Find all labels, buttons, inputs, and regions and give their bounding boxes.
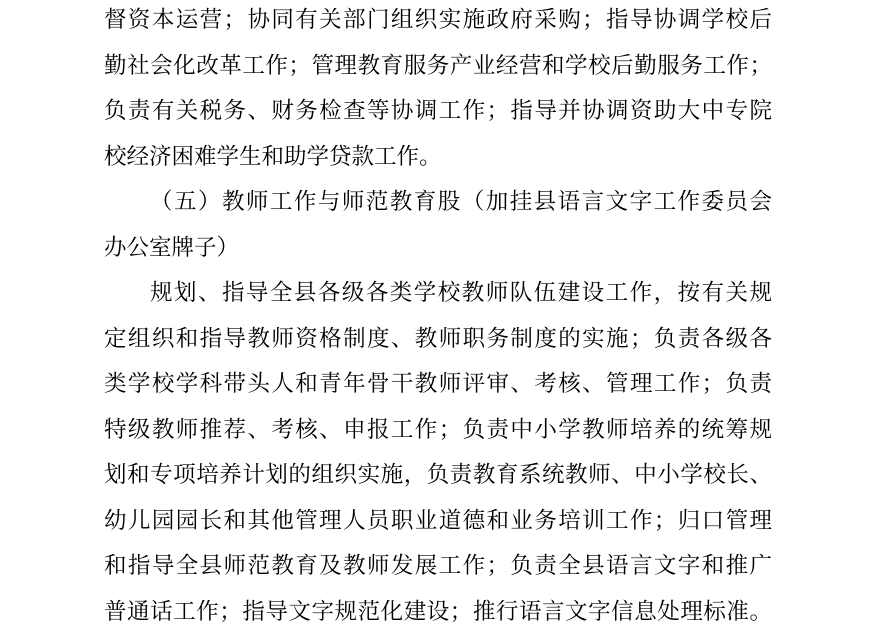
heading-line: （五）教师工作与师范教育股（加挂县语言文字工作委员会 [150, 189, 772, 215]
text-line: 勤社会化改革工作；管理教育服务产业经营和学校后勤服务工作； [104, 52, 772, 79]
text-line: 定组织和指导教师资格制度、教师职务制度的实施；负责各级各 [104, 325, 772, 352]
text-line: 督资本运营；协同有关部门组织实施政府采购；指导协调学校后 [104, 7, 772, 33]
text-line: 负责有关税务、财务检查等协调工作；指导并协调资助大中专院 [104, 98, 772, 124]
text-line: 幼儿园园长和其他管理人员职业道德和业务培训工作；归口管理 [104, 507, 772, 534]
text-line: 和指导全县师范教育及教师发展工作；负责全县语言文字和推广 [104, 553, 772, 579]
text-line: 特级教师推荐、考核、申报工作；负责中小学教师培养的统筹规 [104, 416, 772, 443]
text-line: 校经济困难学生和助学贷款工作。 [104, 143, 442, 170]
text-line: 类学校学科带头人和青年骨干教师评审、考核、管理工作；负责 [104, 371, 772, 397]
paragraph-budget-duties [104, 0, 772, 180]
paragraph-teacher-duties [104, 271, 772, 635]
text-line: 划和专项培养计划的组织实施，负责教育系统教师、中小学校长、 [104, 462, 772, 488]
text-line: 普通话工作；指导文字规范化建设；推行语言文字信息处理标准。 [104, 598, 772, 625]
heading-line: 办公室牌子） [104, 234, 240, 261]
document-body [104, 0, 772, 635]
section-heading-teacher-work [104, 180, 772, 271]
text-line: 规划、指导全县各级各类学校教师队伍建设工作，按有关规 [150, 280, 772, 306]
